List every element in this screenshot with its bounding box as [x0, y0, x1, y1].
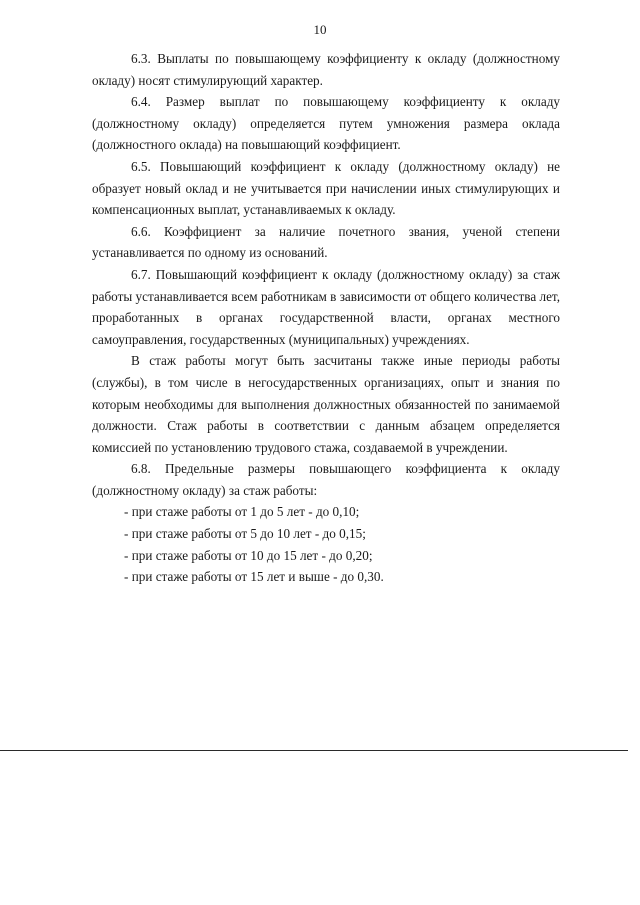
list-item: - при стаже работы от 1 до 5 лет - до 0,10; — [124, 504, 360, 520]
list-item: - при стаже работы от 5 до 10 лет - до 0,15; — [124, 526, 366, 542]
coefficient-list — [92, 501, 560, 587]
paragraph-6-8: 6.8. Предельные размеры повышающего коэффициента к окладу (должностному окладу) за стаж работы: — [92, 461, 560, 498]
list-item: - при стаже работы от 15 лет и выше - до 0,30. — [124, 569, 384, 585]
paragraph-6-5: 6.5. Повышающий коэффициент к окладу (должностному окладу) не образует новый оклад и не учитывается при начислении иных стимулирующих и компенсационных выплат, устанавливаемых к окладу. — [92, 158, 560, 218]
paragraph-service-period: В стаж работы могут быть засчитаны также иные периоды работы (службы), в том числе в негосударственных организациях, опыт и знания по которым необходимы для выполнения должностных обязанностей по занимаемой должности. Стаж работы в соответствии с данным абзацем определяется комиссией по установлению трудового стажа, создаваемой в учреждении. — [92, 353, 560, 455]
paragraph-6-7: 6.7. Повышающий коэффициент к окладу (должностному окладу) за стаж работы устанавливается всем работникам в зависимости от общего количества лет, проработанных в органах государственной власти, органах местного самоуправления, государственных (муниципальных) учреждениях. — [92, 266, 560, 347]
paragraph-6-4: 6.4. Размер выплат по повышающему коэффициенту к окладу (должностному окладу) определяется путем умножения размера оклада (должностного оклада) на повышающий коэффициент. — [92, 94, 560, 153]
list-item: - при стаже работы от 10 до 15 лет - до 0,20; — [124, 547, 373, 563]
document-body — [92, 48, 560, 588]
page-number: 10 — [313, 22, 327, 37]
paragraph-6-3: 6.3. Выплаты по повышающему коэффициенту к окладу (должностному окладу) носят стимулирующий характер. — [92, 51, 560, 88]
footer-divider — [0, 750, 628, 751]
paragraph-6-6: 6.6. Коэффициент за наличие почетного звания, ученой степени устанавливается по одному из оснований. — [92, 223, 560, 261]
